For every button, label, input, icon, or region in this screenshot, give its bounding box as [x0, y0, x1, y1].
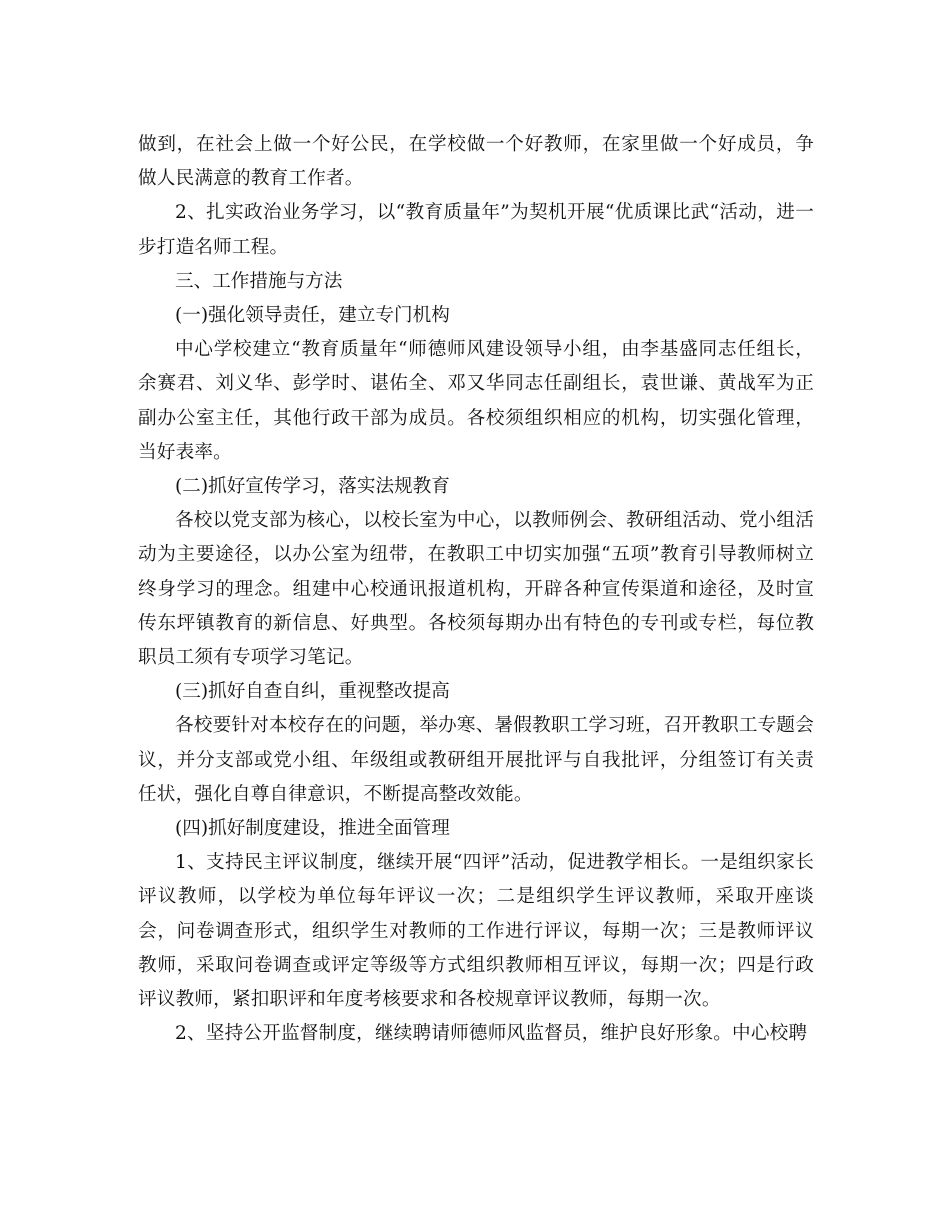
paragraph-2: 2、扎实政治业务学习，以“教育质量年”为契机开展“优质课比武“活动，进一步打造名师工程。 — [138, 202, 814, 258]
document-body — [138, 128, 814, 1051]
paragraph-7: 2、坚持公开监督制度，继续聘请师德师风监督员，维护良好形象。中心校聘 — [175, 1023, 808, 1045]
paragraph-3: 中心学校建立“教育质量年“师德师风建设领导小组，由李基盛同志任组长，余赛君、刘义华、彭学时、谌佑全、邓又华同志任副组长，袁世谦、黄战军为正副办公室主任，其他行政干部为成员。各校须组织相应的机构，切实强化管理，当好表率。 — [138, 339, 814, 463]
subsection-heading-4: (四)抓好制度建设，推进全面管理 — [175, 818, 450, 840]
paragraph-6: 1、支持民主评议制度，继续开展“四评”活动，促进教学相长。一是组织家长评议教师，以学校为单位每年评议一次；二是组织学生评议教师，采取开座谈会，问卷调查形式，组织学生对教师的工作进行评议，每期一次；三是教师评议教师，采取问卷调查或评定等级等方式组织教师相互评议，每期一次；四是行政评议教师，紧扣职评和年度考核要求和各校规章评议教师，每期一次。 — [138, 852, 814, 1011]
paragraph-4: 各校以党支部为核心，以校长室为中心，以教师例会、教研组活动、党小组活动为主要途径，以办公室为纽带，在教职工中切实加强“五项”教育引导教师树立终身学习的理念。组建中心校通讯报道机构，开辟各种宣传渠道和途径，及时宣传东坪镇教育的新信息、好典型。各校须每期办出有特色的专刊或专栏，每位教职员工须有专项学习笔记。 — [138, 510, 814, 669]
subsection-heading-3: (三)抓好自查自纠，重视整改提高 — [175, 681, 450, 703]
section-heading-measures: 三、工作措施与方法 — [175, 270, 343, 292]
subsection-heading-1: (一)强化领导责任，建立专门机构 — [175, 305, 450, 327]
paragraph-5: 各校要针对本校存在的问题，举办寒、暑假教职工学习班，召开教职工专题会议，并分支部或党小组、年级组或教研组开展批评与自我批评，分组签订有关责任状，强化自尊自律意识，不断提高整改效能。 — [138, 715, 814, 805]
paragraph-1: 做到，在社会上做一个好公民，在学校做一个好教师，在家里做一个好成员，争做人民满意的教育工作者。 — [138, 134, 814, 190]
subsection-heading-2: (二)抓好宣传学习，落实法规教育 — [175, 476, 450, 498]
